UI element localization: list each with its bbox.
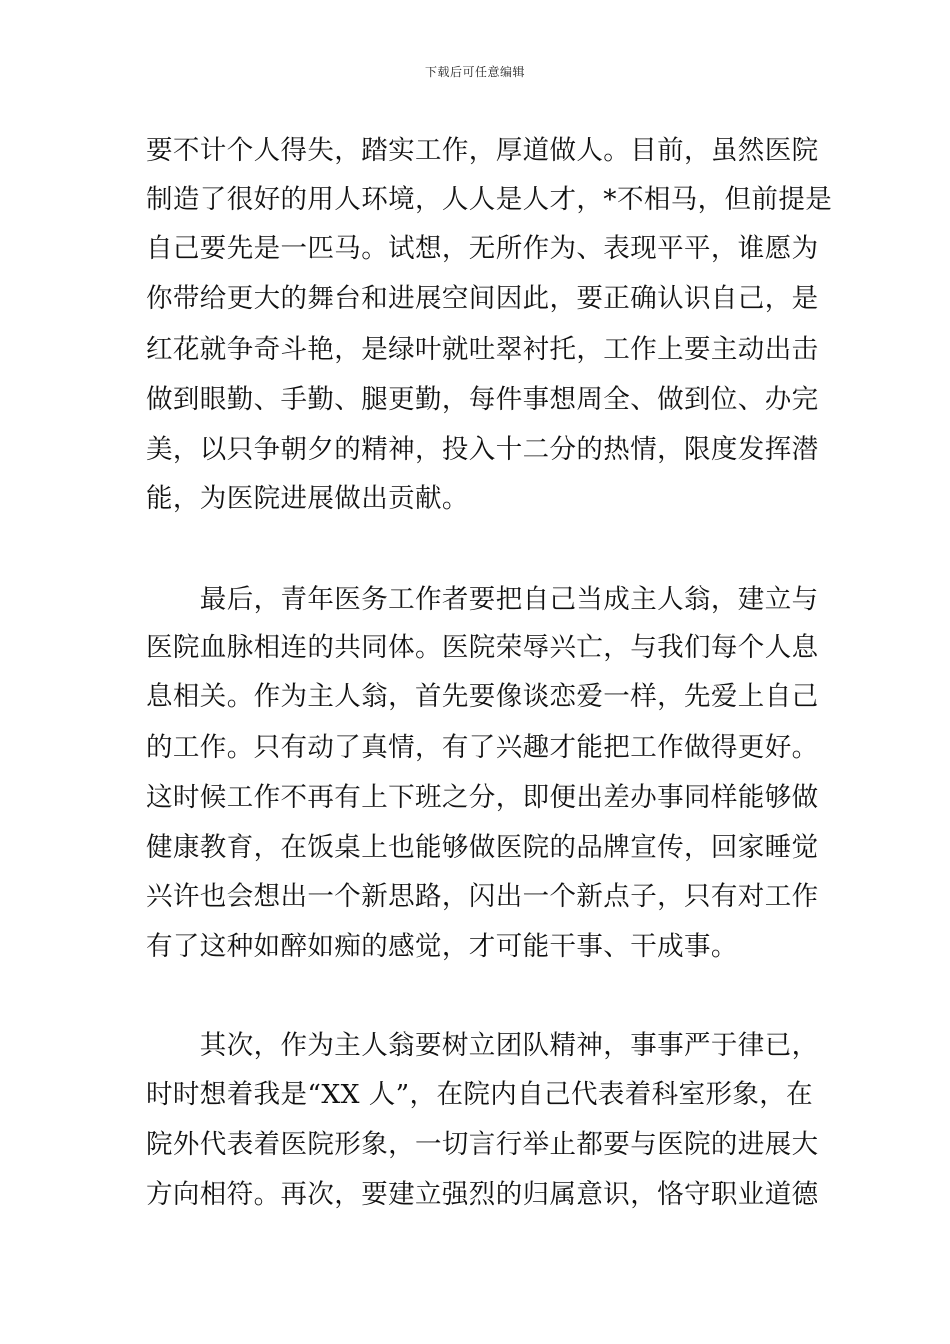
page-header: 下载后可任意编辑 — [424, 65, 525, 79]
paragraph-3-line-1: 其次，作为主人翁要树立团队精神，事事严于律已， — [146, 1030, 819, 1061]
paragraph-1-line-4: 你带给更大的舞台和进展空间因此，要正确认识自己，是 — [146, 283, 819, 314]
paragraph-2-line-8: 有了这种如醉如痴的感觉，才可能干事、干成事。 — [146, 931, 738, 962]
paragraph-2-line-6: 健康教育，在饭桌上也能够做医院的品牌宣传，回家睡觉 — [146, 832, 819, 863]
paragraph-1-line-8: 能，为医院进展做出贡献。 — [146, 483, 469, 514]
paragraph-2-line-7: 兴许也会想出一个新思路，闪出一个新点子，只有对工作 — [146, 881, 819, 912]
paragraph-2-line-5: 这时候工作不再有上下班之分，即便出差办事同样能够做 — [146, 782, 819, 813]
paragraph-1-line-3: 自己要先是一匹马。试想，无所作为、表现平平，谁愿为 — [146, 233, 819, 264]
paragraph-1-line-1: 要不计个人得失，踏实工作，厚道做人。目前，虽然医院 — [146, 135, 819, 166]
paragraph-3-line-3: 院外代表着医院形象，一切言行举止都要与医院的进展大 — [146, 1129, 819, 1160]
paragraph-2-line-1: 最后，青年医务工作者要把自己当成主人翁，建立与 — [146, 584, 819, 615]
paragraph-3-line-4: 方向相符。再次，要建立强烈的归属意识，恪守职业道德 — [146, 1179, 819, 1210]
paragraph-2-line-3: 息相关。作为主人翁，首先要像谈恋爱一样，先爱上自己 — [146, 681, 819, 712]
paragraph-1-line-7: 美，以只争朝夕的精神，投入十二分的热情，限度发挥潜 — [146, 434, 819, 465]
paragraph-2-line-4: 的工作。只有动了真情，有了兴趣才能把工作做得更好。 — [146, 732, 819, 763]
paragraph-3-line-2: 时时想着我是“XX 人”，在院内自己代表着科室形象，在 — [146, 1079, 814, 1110]
paragraph-1-line-5: 红花就争奇斗艳，是绿叶就吐翠衬托，工作上要主动出击 — [146, 334, 819, 365]
paragraph-2-line-2: 医院血脉相连的共同体。医院荣辱兴亡，与我们每个人息 — [146, 632, 819, 663]
paragraph-1-line-2: 制造了很好的用人环境，人人是人才，*不相马，但前提是 — [146, 184, 833, 215]
paragraph-1-line-6: 做到眼勤、手勤、腿更勤，每件事想周全、做到位、办完 — [146, 384, 819, 415]
